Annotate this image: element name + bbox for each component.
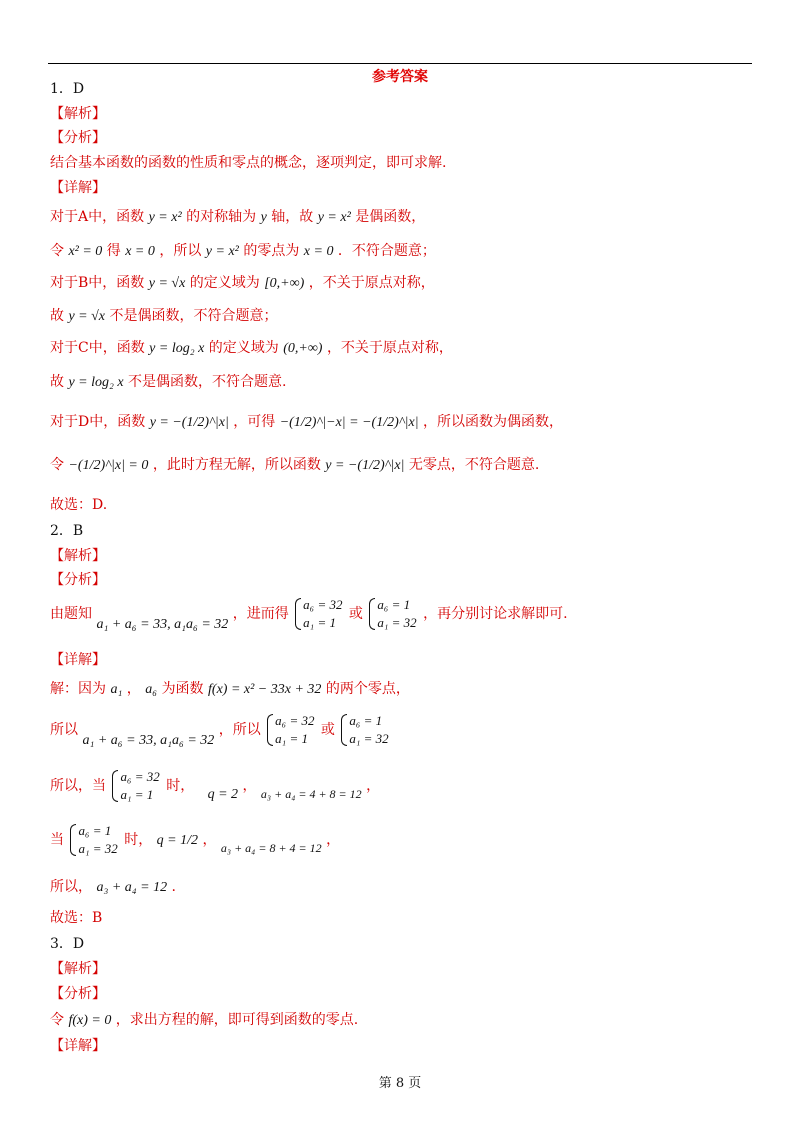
q1-xiangjie-heading: 【详解】 [50, 180, 106, 196]
math: y = x² [317, 210, 351, 225]
q3-analysis: 令 f(x) = 0 ，求出方程的解，即可得到函数的零点. [50, 1012, 359, 1028]
q1-line-b2: 故 y = √x 不是偶函数，不符合题意； [50, 308, 278, 324]
q2-choice: 故选：B [50, 910, 103, 926]
math: a₃ + a₄ = 12 [96, 880, 168, 895]
q1-choice: 故选：D. [50, 497, 108, 513]
math: x² = 0 [68, 244, 103, 259]
equation-system: a₆ = 1 a₁ = 32 [70, 822, 117, 858]
q1-fenxi-heading: 【分析】 [50, 130, 106, 146]
q1-line-c2: 故 y = log₂ x 不是偶函数，不符合题意. [50, 374, 287, 390]
q1-line-d1: 对于D中，函数 y = −(1/2)^|x| ，可得 −(1/2)^|−x| = −(1/2)^|x| ，所以函数为偶函数， [50, 414, 564, 430]
math: y = √x [148, 276, 186, 291]
q3-xiangjie-heading: 【详解】 [50, 1038, 106, 1054]
q2-xiangjie-heading: 【详解】 [50, 652, 106, 668]
math: a₁ [110, 682, 123, 697]
math: [0,+∞) [264, 276, 305, 291]
q2-line-s3: 所以，当 a₆ = 32 a₁ = 1 时， q = 2 ， a₃ + a₄ = 4 + 8 = 12 ， [50, 769, 381, 802]
math: (0,+∞) [283, 341, 323, 356]
math: x = 0 [125, 244, 155, 259]
q3-number: 3．D [50, 936, 85, 952]
q1-line-d2: 令 −(1/2)^|x| = 0 ，此时方程无解，所以函数 y = −(1/2)^|x| 无零点，不符合题意. [50, 457, 540, 473]
q1-line-a1: 对于A中，函数 y = x² 的对称轴为 y 轴，故 y = x² 是偶函数， [50, 209, 426, 225]
math: y = log₂ x [68, 375, 124, 390]
q2-analysis: 由题知 a₁ + a₆ = 33, a₁a₆ = 32 ，进而得 a₆ = 32 a₁ = 1 或 a₆ = 1 a₁ = 32 ，再分别讨论求解即可. [50, 597, 568, 632]
math: f(x) = x² − 33x + 32 [208, 682, 322, 697]
q1-number: 1．D [50, 81, 85, 97]
page-number: 第 8 页 [378, 1076, 422, 1091]
equation-system: a₆ = 32 a₁ = 1 [112, 768, 159, 804]
math: y = −(1/2)^|x| [149, 415, 229, 430]
math: y = x² [148, 210, 182, 225]
page-title: 参考答案 [372, 69, 428, 85]
header-rule [48, 63, 752, 64]
math: f(x) = 0 [68, 1013, 112, 1028]
q2-jiexi-heading: 【解析】 [50, 548, 106, 564]
math: a₁ + a₆ = 33, a₁a₆ = 32 [82, 733, 215, 748]
q1-line-b1: 对于B中，函数 y = √x 的定义域为 [0,+∞) ，不关于原点对称， [50, 275, 435, 291]
math: a₁ + a₆ = 33, a₁a₆ = 32 [96, 617, 229, 632]
math: a₃ + a₄ = 8 + 4 = 12 [220, 841, 322, 855]
math: y = −(1/2)^|x| [325, 458, 405, 473]
q3-fenxi-heading: 【分析】 [50, 986, 106, 1002]
q2-fenxi-heading: 【分析】 [50, 572, 106, 588]
math: −(1/2)^|x| = 0 [68, 458, 149, 473]
q1-line-a2: 令 x² = 0 得 x = 0 ，所以 y = x² 的零点为 x = 0 ．不符合题意； [50, 243, 436, 259]
equation-system: a₆ = 32 a₁ = 1 [267, 712, 314, 748]
math: y = log₂ x [149, 341, 205, 356]
equation-system: a₆ = 32 a₁ = 1 [295, 596, 342, 632]
math: y = √x [68, 309, 106, 324]
q2-line-s5: 所以， a₃ + a₄ = 12 . [50, 879, 176, 895]
math: a₃ + a₄ = 4 + 8 = 12 [260, 787, 362, 801]
q2-line-s1: 解：因为 a₁ ， a₆ 为函数 f(x) = x² − 33x + 32 的两个零点， [50, 681, 410, 697]
math: x = 0 [303, 244, 334, 259]
equation-system: a₆ = 1 a₁ = 32 [341, 712, 388, 748]
q1-jiexi-heading: 【解析】 [50, 106, 106, 122]
math: y = x² [205, 244, 239, 259]
q1-line-c1: 对于C中，函数 y = log₂ x 的定义域为 (0,+∞) ，不关于原点对称， [50, 340, 453, 356]
q2-line-s2: 所以 a₁ + a₆ = 33, a₁a₆ = 32 ，所以 a₆ = 32 a₁ = 1 或 a₆ = 1 a₁ = 32 [50, 713, 389, 748]
equation-system: a₆ = 1 a₁ = 32 [369, 596, 416, 632]
math: q = 1/2 [156, 833, 198, 848]
math: a₆ [145, 682, 158, 697]
math: q = 2 [207, 787, 239, 802]
q2-number: 2．B [50, 523, 84, 539]
math: y [260, 210, 267, 225]
q2-line-s4: 当 a₆ = 1 a₁ = 32 时， q = 1/2 ， a₃ + a₄ = 8 + 4 = 12 ， [50, 823, 341, 856]
q3-jiexi-heading: 【解析】 [50, 961, 106, 977]
q1-analysis: 结合基本函数的函数的性质和零点的概念，逐项判定，即可求解. [50, 155, 447, 171]
math: −(1/2)^|−x| = −(1/2)^|x| [279, 415, 419, 430]
